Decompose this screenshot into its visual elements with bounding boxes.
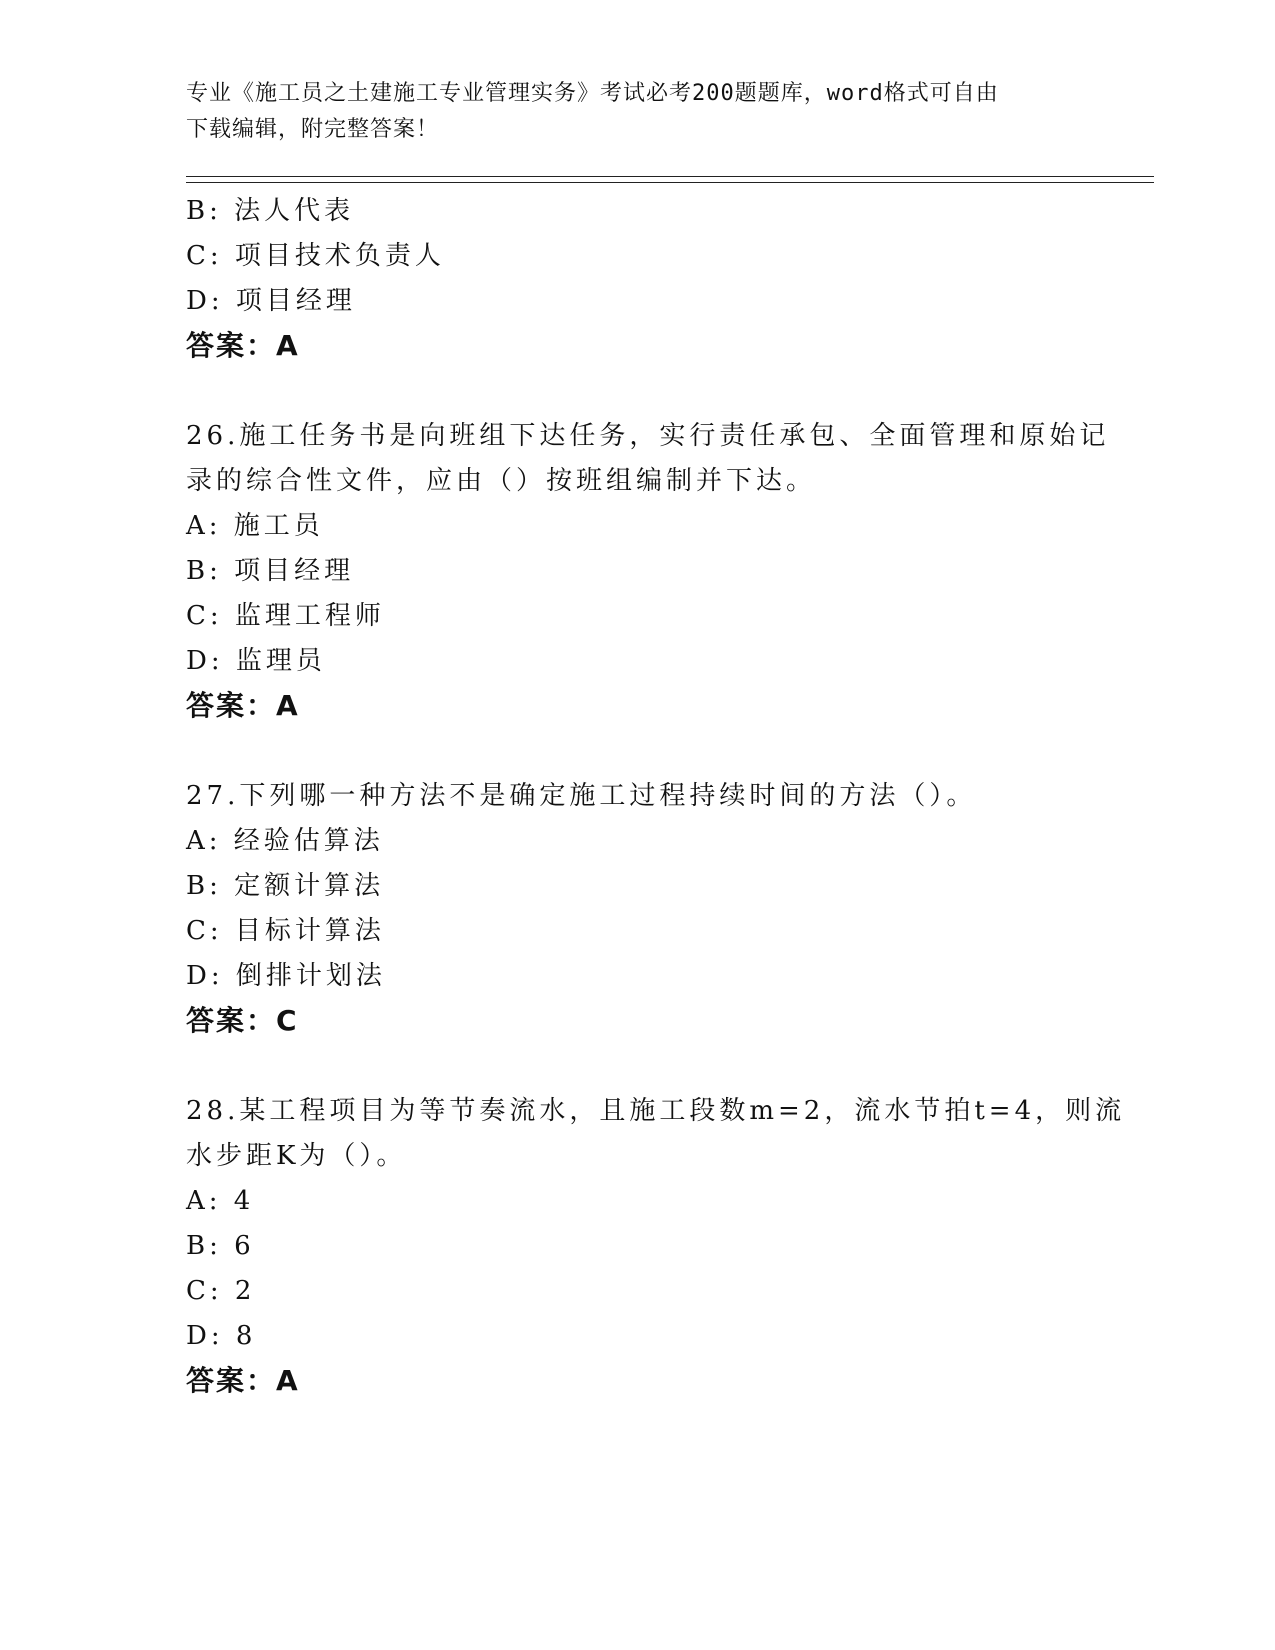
q28-answer: 答案：A [186,1364,300,1397]
q28-stem-line-1: 28.某工程项目为等节奏流水，且施工段数m=2，流水节拍t=4，则流 [186,1096,1126,1126]
q26-option-c: C: 监理工程师 [186,601,385,631]
q28-option-b: B: 6 [186,1231,255,1261]
q26-stem-line-2: 录的综合性文件，应由（）按班组编制并下达。 [186,466,817,496]
q25-answer: 答案：A [186,329,300,362]
q27-option-c: C: 目标计算法 [186,916,385,946]
q28-option-a: A: 4 [186,1186,255,1216]
q25-option-c: C: 项目技术负责人 [186,241,445,271]
q26-stem-line-1: 26.施工任务书是向班组下达任务，实行责任承包、全面管理和原始记 [186,421,1110,451]
q27-option-a: A: 经验估算法 [186,826,384,856]
header-divider-top [186,176,1154,177]
q28-option-d: D: 8 [186,1321,257,1351]
q27-option-b: B: 定额计算法 [186,871,385,901]
q25-option-b: B: 法人代表 [186,196,355,226]
q26-option-a: A: 施工员 [186,511,324,541]
q27-answer: 答案：C [186,1004,299,1037]
q27-stem-line-1: 27.下列哪一种方法不是确定施工过程持续时间的方法（）。 [186,781,977,811]
q25-option-d: D: 项目经理 [186,286,356,316]
header-line-2: 下载编辑，附完整答案！ [186,117,440,142]
q26-answer: 答案：A [186,689,300,722]
q28-stem-line-2: 水步距K为（）。 [186,1141,407,1171]
q27-option-d: D: 倒排计划法 [186,961,386,991]
q26-option-d: D: 监理员 [186,646,326,676]
document-header [186,76,1066,148]
header-divider-bottom [186,182,1154,183]
header-line-1: 专业《施工员之土建施工专业管理实务》考试必考200题题库，word格式可自由 [186,81,999,106]
q26-option-b: B: 项目经理 [186,556,355,586]
q28-option-c: C: 2 [186,1276,256,1306]
